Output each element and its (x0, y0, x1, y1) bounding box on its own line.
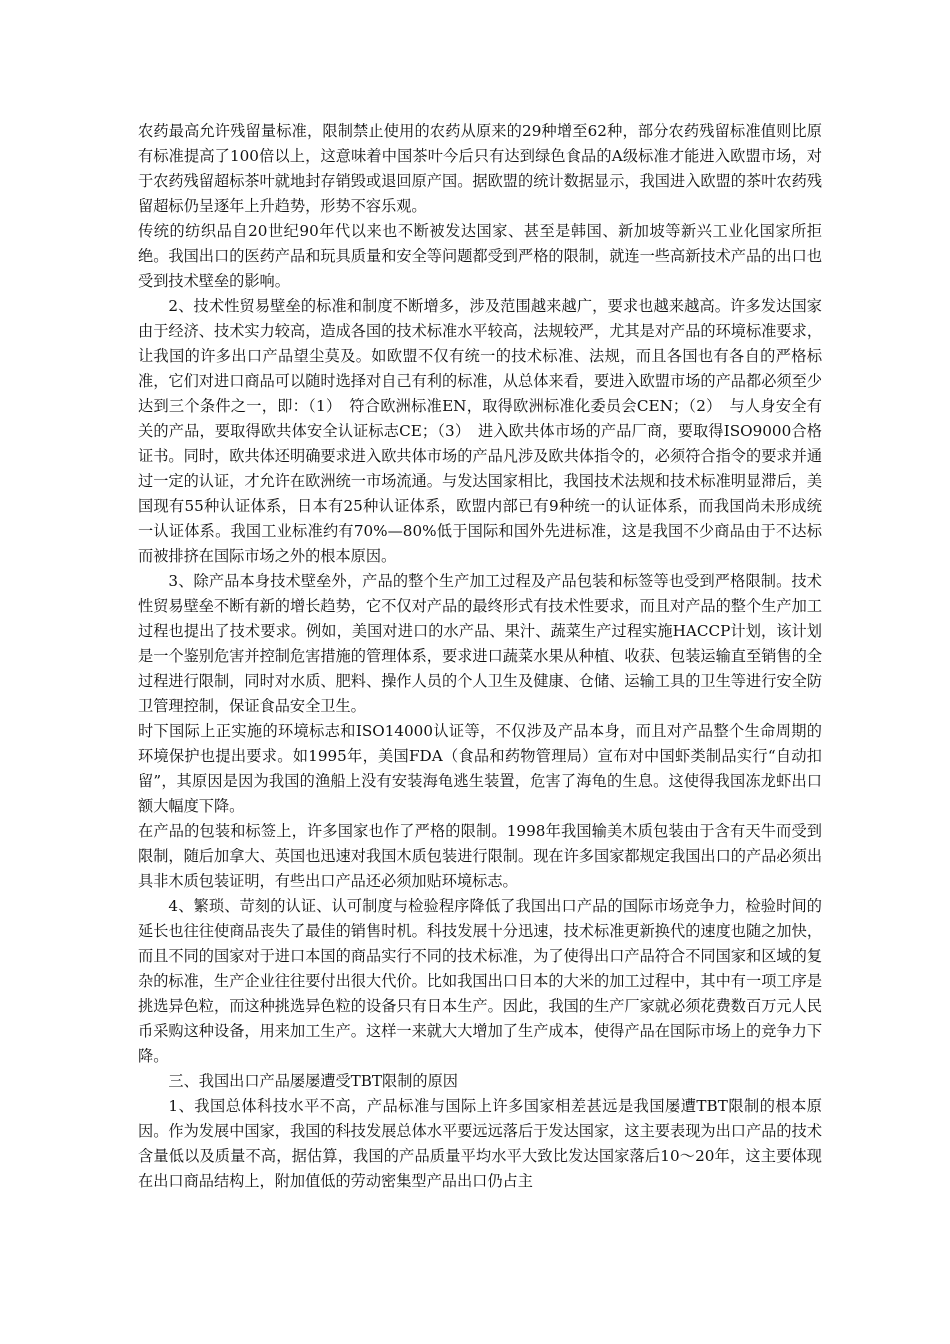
document-page (138, 119, 822, 1194)
paragraph-environmental-label: 时下国际上正实施的环境标志和ISO14000认证等，不仅涉及产品本身，而且对产品整个生命周期的环境保护也提出要求。如1995年，美国FDA（食品和药物管理局）宣布对中国虾类制品实行“自动扣留”，其原因是因为我国的渔船上没有安装海龟逃生装置，危害了海龟的生息。这使得我国冻龙虾出口额大幅度下降。 (138, 722, 822, 815)
paragraph-point-4: 4、繁琐、苛刻的认证、认可制度与检验程序降低了我国出口产品的国际市场竞争力，检验时间的延长也往往使商品丧失了最佳的销售时机。科技发展十分迅速，技术标准更新换代的速度也随之加快，而且不同的国家对于进口本国的商品实行不同的技术标准，为了使得出口产品符合不同国家和区域的复杂的标准，生产企业往往要付出很大代价。比如我国出口日本的大米的加工过程中，其中有一项工序是挑选异色粒，而这种挑选异色粒的设备只有日本生产。因此，我国的生产厂家就必须花费数百万元人民币采购这种设备，用来加工生产。这样一来就大大增加了生产成本，使得产品在国际市场上的竞争力下降。 (138, 897, 822, 1065)
paragraph-pesticide-standards: 农药最高允许残留量标准，限制禁止使用的农药从原来的29种增至62种，部分农药残留标准值则比原有标准提高了100倍以上，这意味着中国茶叶今后只有达到绿色食品的A级标准才能进入欧盟市场，对于农药残留超标茶叶就地封存销毁或退回原产国。据欧盟的统计数据显示，我国进入欧盟的茶叶农药残留超标仍呈逐年上升趋势，形势不容乐观。 (138, 122, 822, 215)
paragraph-reason-1: 1、我国总体科技水平不高，产品标准与国际上许多国家相差甚远是我国屡遭TBT限制的根本原因。作为发展中国家，我国的科技发展总体水平要远远落后于发达国家，这主要表现为出口产品的技术含量低以及质量不高，据估算，我国的产品质量平均水平大致比发达国家落后10～20年，这主要体现在出口商品结构上，附加值低的劳动密集型产品出口仍占主 (138, 1097, 822, 1190)
paragraph-point-2: 2、技术性贸易壁垒的标准和制度不断增多，涉及范围越来越广，要求也越来越高。许多发达国家由于经济、技术实力较高，造成各国的技术标准水平较高，法规较严，尤其是对产品的环境标准要求，让我国的许多出口产品望尘莫及。如欧盟不仅有统一的技术标准、法规，而且各国也有各自的严格标准，它们对进口商品可以随时选择对自己有利的标准，从总体来看，要进入欧盟市场的产品都必须至少达到三个条件之一，即：（1） 符合欧洲标准EN，取得欧洲标准化委员会CEN；（2） 与人身安全有关的产品，要取得欧共体安全认证标志CE；（3） 进入欧共体市场的产品厂商，要取得ISO9000合格证书。同时，欧共体还明确要求进入欧共体市场的产品凡涉及欧共体指令的，必须符合指令的要求并通过一定的认证，才允许在欧洲统一市场流通。与发达国家相比，我国技术法规和技术标准明显滞后，美国现有55种认证体系，日本有25种认证体系，欧盟内部已有9种统一的认证体系，而我国尚未形成统一认证体系。我国工业标准约有70%—80%低于国际和国外先进标准，这是我国不少商品由于不达标而被排挤在国际市场之外的根本原因。 (138, 297, 822, 565)
paragraph-textiles: 传统的纺织品自20世纪90年代以来也不断被发达国家、甚至是韩国、新加坡等新兴工业化国家所拒绝。我国出口的医药产品和玩具质量和安全等问题都受到严格的限制，就连一些高新技术产品的出口也受到技术壁垒的影响。 (138, 222, 822, 290)
paragraph-packaging: 在产品的包装和标签上，许多国家也作了严格的限制。1998年我国输美木质包装由于含有天牛而受到限制，随后加拿大、英国也迅速对我国木质包装进行限制。现在许多国家都规定我国出口的产品必须出具非木质包装证明，有些出口产品还必须加贴环境标志。 (138, 822, 822, 890)
section-heading: 三、我国出口产品屡屡遭受TBT限制的原因 (168, 1072, 458, 1090)
paragraph-point-3: 3、除产品本身技术壁垒外，产品的整个生产加工过程及产品包装和标签等也受到严格限制。技术性贸易壁垒不断有新的增长趋势，它不仅对产品的最终形式有技术性要求，而且对产品的整个生产加工过程也提出了技术要求。例如，美国对进口的水产品、果汁、蔬菜生产过程实施HACCP计划，该计划是一个鉴别危害并控制危害措施的管理体系，要求进口蔬菜水果从种植、收获、包装运输直至销售的全过程进行限制，同时对水质、肥料、操作人员的个人卫生及健康、仓储、运输工具的卫生等进行安全防卫管理控制，保证食品安全卫生。 (138, 572, 822, 715)
